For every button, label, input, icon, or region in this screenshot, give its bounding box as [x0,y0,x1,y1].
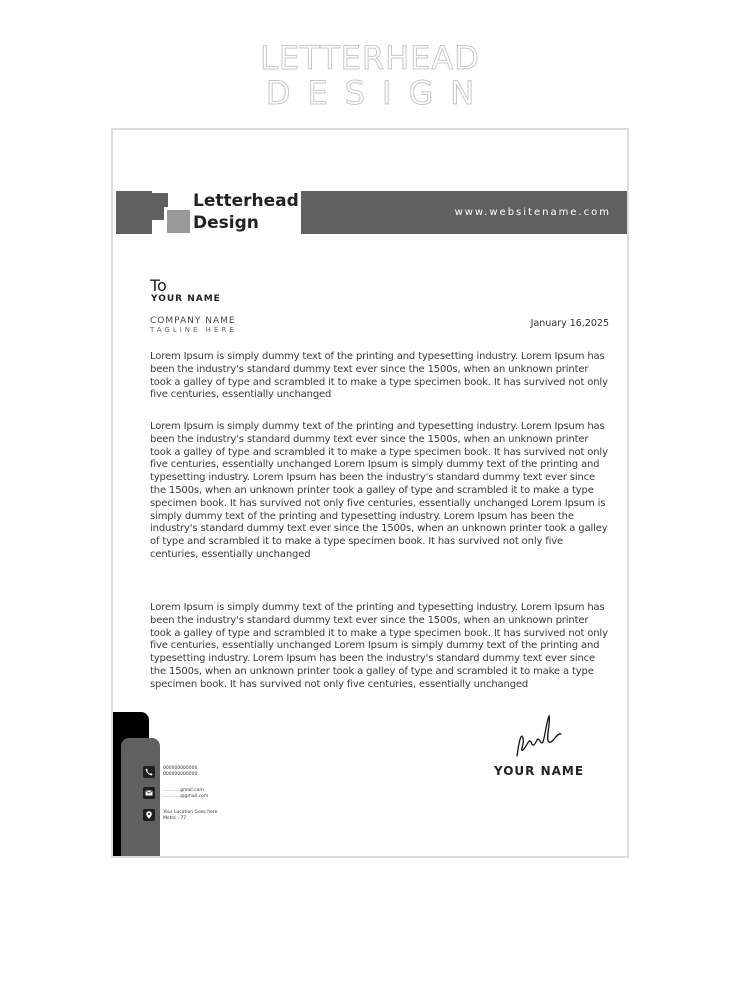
company-name: COMPANY NAME [150,316,236,326]
logo-text [193,190,299,234]
location-pin-icon [143,809,155,821]
body-paragraph-3: Lorem Ipsum is simply dummy text of the printing and typesetting industry. Lorem Ipsum has been the industry's standard dummy text ever since the 1500s, when an unknown printer took a galley of type and scrambled it to make a type specimen book. It has survived not only five centuries, essentially unchanged Lorem Ipsum is simply dummy text of the printing and typesetting industry. Lorem Ipsum has been the industry's standard dummy text ever since the 1500s, when an unknown printer took a galley of type and scrambled it to make a type specimen book. It has survived not only five centuries, essentially unchanged [150,602,608,690]
company-tagline: TAGLINE HERE [150,326,237,334]
banner-line2: DESIGN [265,74,492,112]
email-text: ............gmail.com ............@gmail.com [163,788,209,799]
address-text: Your Location Goes here Metro - 77 [163,810,218,821]
phone-text: 000000000000 000000000000 [163,766,198,777]
phone-icon [143,766,155,778]
body-paragraph-1: Lorem Ipsum is simply dummy text of the printing and typesetting industry. Lorem Ipsum has been the industry's standard dummy text ever since the 1500s, when an unknown printer took a galley of type and scrambled it to make a type specimen book. It has survived not only five centuries, essentially unchanged [150,351,608,401]
logo-line2: Design [193,213,259,233]
to-label: To [150,276,167,295]
banner-line1: LETTERHEAD [260,39,480,77]
logo-line1: Letterhead [193,191,299,211]
signature-name: YOUR NAME [493,764,585,778]
letterhead-sheet [111,128,629,858]
letter-date: January 16,2025 [530,318,609,329]
body-paragraph-2: Lorem Ipsum is simply dummy text of the printing and typesetting industry. Lorem Ipsum has been the industry's standard dummy text ever since the 1500s, when an unknown printer took a galley of type and scrambled it to make a type specimen book. It has survived not only five centuries, essentially unchanged Lorem Ipsum is simply dummy text of the printing and typesetting industry. Lorem Ipsum has been the industry's standard dummy text ever since the 1500s, when an unknown printer took a galley of type and scrambled it to make a type specimen book. It has survived not only five centuries, essentially unchanged Lorem Ipsum is simply dummy text of the printing and typesetting industry. Lorem Ipsum has been the industry's standard dummy text ever since the 1500s, when an unknown printer took a galley of type and scrambled it to make a type specimen book. It has survived not only five centuries, essentially unchanged [150,421,608,560]
website-url: www.websitename.com [454,207,611,218]
signature-mark [511,712,567,762]
logo-square-light [164,207,193,236]
recipient-name: YOUR NAME [151,294,221,304]
header-bar-left [116,191,152,234]
banner-title [0,40,740,110]
envelope-icon [143,787,155,799]
